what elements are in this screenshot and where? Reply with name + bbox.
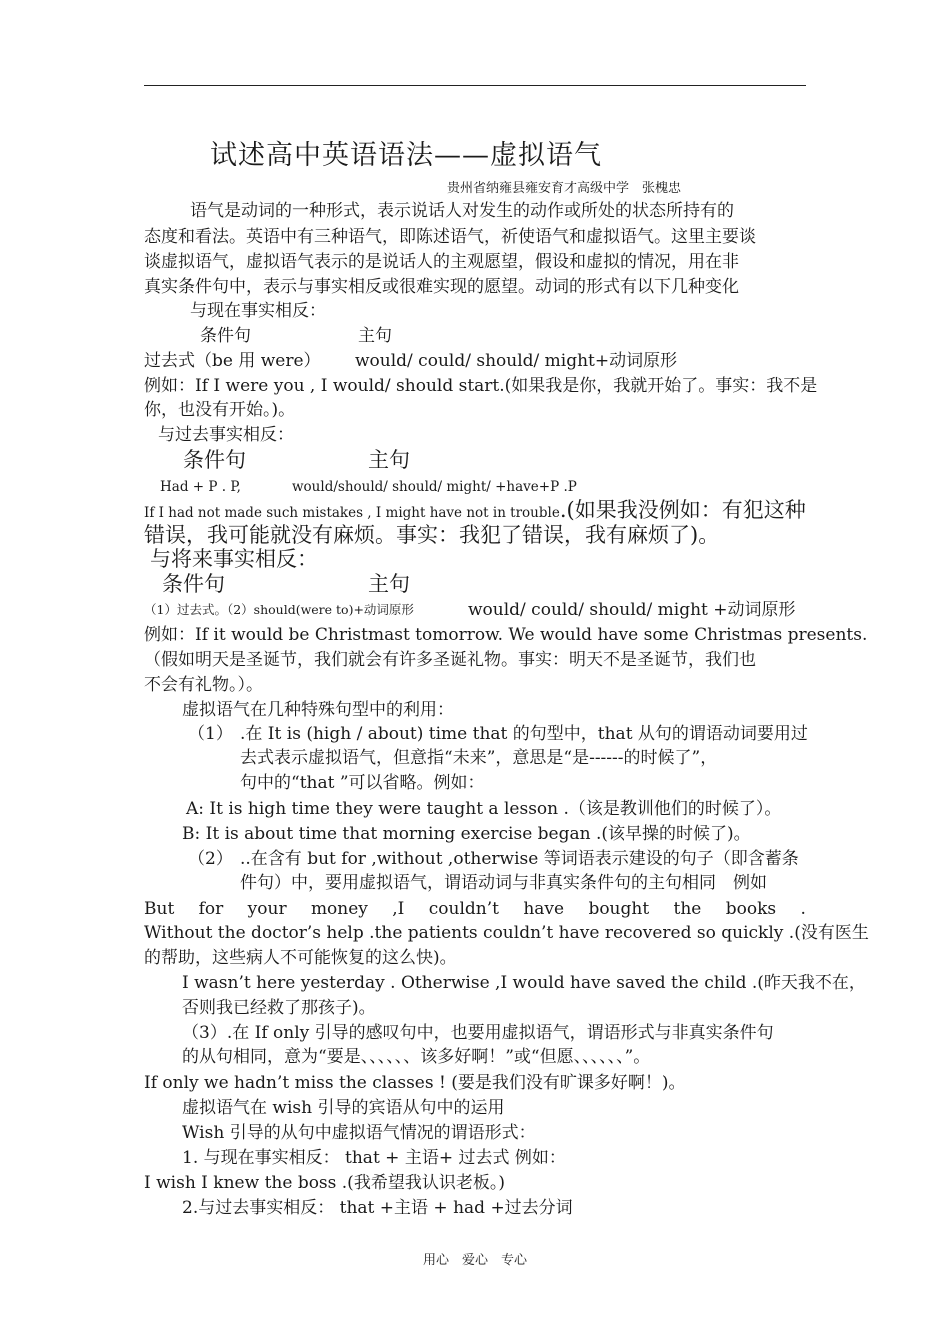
future-col-main: 主句 [368,572,410,596]
past-form-main: would/should/ should/ might/ +have+P .P [292,479,577,495]
present-col-condition: 条件句 [200,326,251,346]
word: . [800,899,806,919]
future-example-3: 不会有礼物。）。 [144,675,263,695]
item1-number: （1） [188,724,233,744]
word: books [725,899,777,919]
wish-sub: Wish 引导的从句中虚拟语气情况的谓语形式： [182,1123,536,1143]
document-title: 试述高中英语语法——虚拟语气 [210,140,602,171]
wish-point-1: 1. 与现在事实相反： that + 主语+ 过去式 例如： [182,1148,566,1168]
intro-line-3: 谈虚拟语气，虚拟语气表示的是说话人的主观愿望，假设和虚拟的情况，用在非 [144,252,739,272]
word: But [144,899,175,919]
future-example-2: （假如明天是圣诞节，我们就会有许多圣诞礼物。事实：明天不是圣诞节，我们也 [144,650,756,670]
item2-rest-1: Without the doctor’s help .the patients couldn’t have recovered so quickly .(没有医生 [144,923,869,943]
past-example-line-2: 错误，我可能就没有麻烦。事实：我犯了错误，我有麻烦了)。 [144,523,720,547]
item2-example2-2: 否则我已经救了那孩子)。 [182,998,376,1018]
present-col-main: 主句 [358,326,392,346]
item2-line-2: 件句）中，要用虚拟语气，谓语动词与非真实条件句的主句相同 例如 [240,873,767,893]
page-footer: 用心 爱心 专心 [422,1253,527,1268]
intro-line-4: 真实条件句中，表示与事实相反或很难实现的愿望。动词的形式有以下几种变化 [144,277,739,297]
past-heading: 与过去事实相反： [158,425,294,445]
item3-example: If only we hadn’t miss the classes ! (要是我们没有旷课多好啊！)。 [144,1073,686,1093]
item1-line-1: .在 It is (high / about) time that 的句型中，that 从句的谓语动词要用过 [240,724,808,744]
item2-line-1: ..在含有 but for ,without ,otherwise 等词语表示建设的句子（即含蓄条 [240,849,799,869]
past-col-condition: 条件句 [183,448,246,472]
word: ,I [392,899,405,919]
item3-line-2: 的从句相同，意为“要是、、、、、、该多好啊！”或“但愿、、、、、、”。 [182,1047,651,1067]
future-col-condition: 条件句 [162,572,225,596]
word: the [673,899,702,919]
word: have [523,899,565,919]
special-heading: 虚拟语气在几种特殊句型中的利用： [182,700,454,720]
word: for [198,899,224,919]
wish-point-2: 2.与过去事实相反： that +主语 + had +过去分词 [182,1198,573,1218]
item2-rest-2: 的帮助，这些病人不可能恢复的这么快)。 [144,948,457,968]
top-rule [144,85,806,86]
past-form-condition: Had + P . P, [160,479,241,495]
past-col-main: 主句 [368,448,410,472]
present-example-2: 你，也没有开始。)。 [144,400,296,420]
wish-heading: 虚拟语气在 wish 引导的宾语从句中的运用 [182,1098,505,1118]
item2-justified-line [144,897,806,921]
word: money [310,899,368,919]
present-form-condition: 过去式（be 用 were） [144,351,321,371]
author-line: 贵州省纳雍县雍安育才高级中学 张槐忠 [447,181,682,196]
future-heading: 与将来事实相反： [150,547,318,571]
item1-example-a: A: It is high time they were taught a lesson .（该是教训他们的时候了）。 [186,799,782,819]
item2-example2-1: I wasn’t here yesterday . Otherwise ,I would have saved the child .(昨天我不在， [182,973,866,993]
future-form-condition: （1）过去式。（2）should(were to)+动词原形 [144,602,414,617]
item2-number: （2） [188,849,233,869]
present-example-1: 例如：If I were you , I would/ should start.(如果我是你，我就开始了。事实：我不是 [144,376,818,396]
item1-example-b: B: It is about time that morning exercise began .(该早操的时候了)。 [182,824,751,844]
past-example-cn: .(如果我没例如：有犯这种 [559,498,806,522]
word: bought [588,899,650,919]
intro-line-1: 语气是动词的一种形式，表示说话人对发生的动作或所处的状态所持有的 [190,201,734,221]
word: couldn’t [428,899,499,919]
item1-line-3: 句中的“that ”可以省略。例如： [240,773,485,793]
past-example-en: If I had not made such mistakes , I might have not in trouble [144,505,560,521]
intro-line-2: 态度和看法。英语中有三种语气，即陈述语气，祈使语气和虚拟语气。这里主要谈 [144,227,756,247]
present-form-main: would/ could/ should/ might+动词原形 [355,351,678,371]
item1-line-2: 去式表示虚拟语气，但意指“未来”，意思是“是------的时候了”， [240,748,718,768]
future-form-main: would/ could/ should/ might +动词原形 [468,600,796,620]
present-heading: 与现在事实相反： [190,301,326,321]
future-example-1: 例如：If it would be Christmast tomorrow. We would have some Christmas presents. [144,625,868,645]
item3-line-1: （3）.在 If only 引导的感叹句中，也要用虚拟语气，谓语形式与非真实条件句 [182,1023,774,1043]
word: your [247,899,287,919]
wish-point-1-example: I wish I knew the boss .(我希望我认识老板。) [144,1173,505,1193]
